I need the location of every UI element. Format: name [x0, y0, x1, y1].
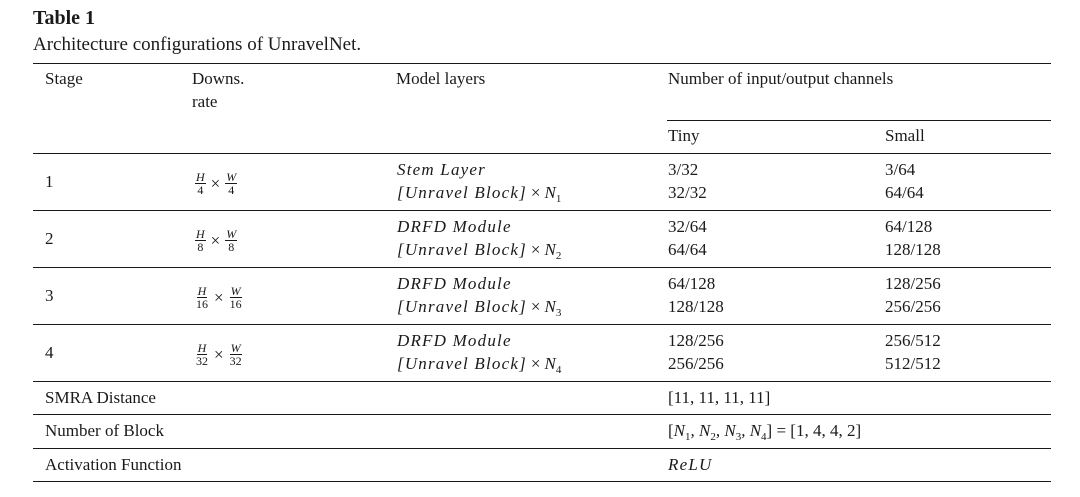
repeat-count-symbol: N — [544, 354, 556, 373]
fraction-denominator: 32 — [196, 354, 208, 368]
small-channels-first: 256/512 — [885, 331, 941, 350]
repeat-count-symbol: N — [544, 297, 556, 316]
fraction-numerator: W — [230, 341, 241, 355]
small-channels-first: 3/64 — [885, 160, 916, 179]
tiny-channels-first: 128/256 — [668, 331, 724, 350]
rule-channels — [667, 120, 1051, 121]
smra-distance-value: [11, 11, 11, 11] — [668, 388, 771, 407]
small-channels-second: 64/64 — [885, 183, 924, 202]
downsampling-rate — [192, 171, 240, 196]
fraction — [195, 342, 209, 367]
times-symbol: × — [530, 240, 541, 259]
stage-number: 4 — [45, 343, 54, 362]
table-label: Table 1 — [33, 7, 96, 29]
tiny-channels-first: 64/128 — [668, 274, 716, 293]
fraction-numerator: W — [230, 284, 241, 298]
number-of-block-label: Number of Block — [45, 421, 164, 440]
small-channels-first: 64/128 — [885, 217, 933, 236]
unravel-block-label: [Unravel Block] — [397, 354, 527, 373]
rule-smra — [33, 414, 1051, 415]
small-channels-second: 256/256 — [885, 297, 941, 316]
downsampling-rate — [192, 285, 246, 310]
fraction — [229, 342, 243, 367]
model-layer-first: DRFD Module — [397, 331, 512, 350]
fraction-denominator: 8 — [228, 240, 235, 254]
unravel-block-label: [Unravel Block] — [397, 240, 527, 259]
header-downs-rate-line2: rate — [192, 92, 218, 111]
fraction-numerator: H — [196, 227, 205, 241]
model-layer-second — [397, 296, 561, 318]
activation-function-label: Activation Function — [45, 455, 182, 474]
times-symbol: × — [530, 183, 541, 202]
rule-stage-2 — [33, 267, 1051, 268]
repeat-count-subscript: 4 — [555, 364, 562, 376]
unravel-block-label: [Unravel Block] — [397, 297, 527, 316]
times-symbol: × — [214, 287, 224, 307]
tiny-channels-second: 128/128 — [668, 297, 724, 316]
rule-header-bottom — [33, 153, 1051, 154]
smra-distance-label: SMRA Distance — [45, 388, 156, 407]
small-channels-first: 128/256 — [885, 274, 941, 293]
stage-number: 3 — [45, 286, 54, 305]
fraction — [225, 171, 237, 196]
repeat-count-subscript: 3 — [555, 307, 562, 319]
times-symbol: × — [210, 230, 221, 250]
fraction-numerator: W — [226, 170, 237, 184]
small-channels-second: 512/512 — [885, 354, 941, 373]
times-symbol: × — [530, 354, 541, 373]
tiny-channels-first: 3/32 — [668, 160, 699, 179]
stage-number: 1 — [45, 172, 54, 191]
rule-stage-4 — [33, 381, 1051, 382]
rule-top — [33, 63, 1051, 64]
fraction — [195, 171, 206, 196]
fraction-denominator: 16 — [229, 297, 242, 311]
stage-number: 2 — [45, 229, 54, 248]
model-layer-first: DRFD Module — [397, 217, 512, 236]
header-stage: Stage — [45, 69, 83, 88]
model-layer-first: Stem Layer — [397, 160, 486, 179]
table-caption: Architecture configurations of UnravelNet. — [33, 34, 362, 55]
rule-block — [33, 448, 1051, 449]
fraction-denominator: 4 — [197, 183, 204, 197]
header-tiny: Tiny — [668, 126, 700, 145]
downsampling-rate — [192, 342, 246, 367]
repeat-count-symbol: N — [544, 183, 556, 202]
fraction — [195, 228, 206, 253]
fraction-numerator: H — [196, 170, 205, 184]
unravel-block-label: [Unravel Block] — [397, 183, 527, 202]
rule-stage-3 — [33, 324, 1051, 325]
fraction-numerator: W — [226, 227, 237, 241]
tiny-channels-second: 256/256 — [668, 354, 724, 373]
fraction-numerator: H — [197, 341, 207, 355]
fraction-denominator: 32 — [229, 354, 242, 368]
fraction — [229, 285, 243, 310]
repeat-count-subscript: 1 — [555, 193, 562, 205]
fraction-denominator: 8 — [197, 240, 204, 254]
tiny-channels-second: 64/64 — [668, 240, 707, 259]
times-symbol: × — [210, 173, 221, 193]
header-model-layers: Model layers — [396, 69, 486, 88]
fraction-denominator: 4 — [228, 183, 235, 197]
rule-bottom — [33, 481, 1051, 482]
header-downs-rate-line1: Downs. — [192, 69, 245, 88]
rule-stage-1 — [33, 210, 1051, 211]
number-of-block-value: [$N_1$, $N_2$, $N_3$, $N_4] = [1$, 4, 4, 2] — [668, 421, 862, 443]
header-small: Small — [885, 126, 925, 145]
fraction — [225, 228, 237, 253]
activation-function-value: ReLU — [668, 455, 713, 474]
small-channels-second: 128/128 — [885, 240, 941, 259]
tiny-channels-first: 32/64 — [668, 217, 707, 236]
fraction-denominator: 16 — [196, 297, 208, 311]
times-symbol: × — [530, 297, 541, 316]
tiny-channels-second: 32/32 — [668, 183, 707, 202]
fraction-numerator: H — [197, 284, 207, 298]
times-symbol: × — [214, 344, 224, 364]
header-channels: Number of input/output channels — [668, 69, 894, 88]
downsampling-rate — [192, 228, 240, 253]
model-layer-second — [397, 182, 561, 204]
repeat-count-symbol: N — [544, 240, 556, 259]
model-layer-second — [397, 239, 561, 261]
repeat-count-subscript: 2 — [555, 250, 562, 262]
fraction — [195, 285, 209, 310]
model-layer-second — [397, 353, 561, 375]
model-layer-first: DRFD Module — [397, 274, 512, 293]
